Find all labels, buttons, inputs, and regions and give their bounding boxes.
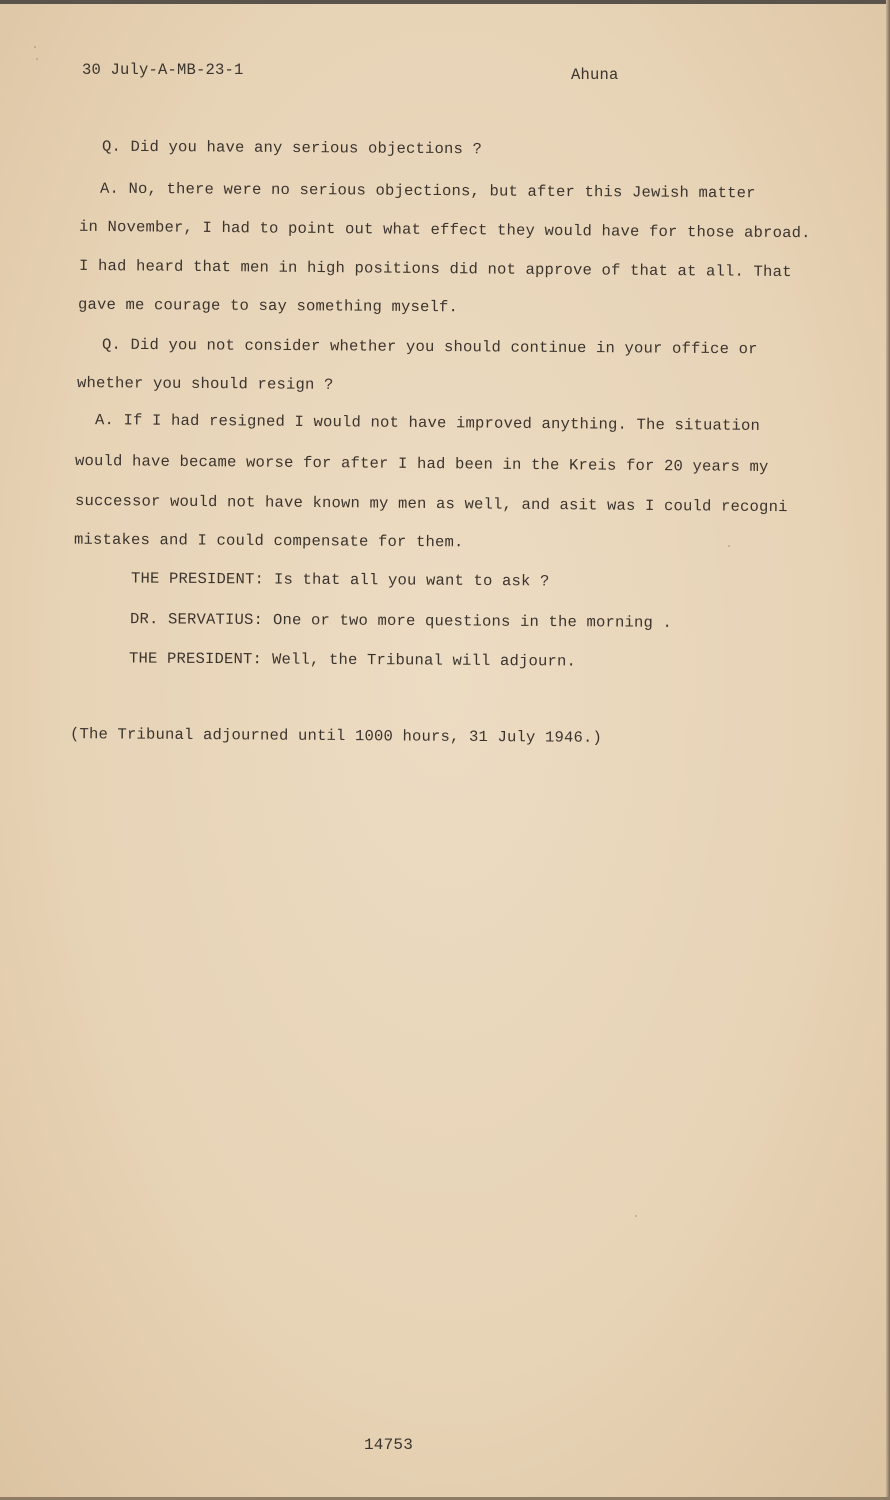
body-line: gave me courage to say something myself.	[77, 295, 459, 317]
speaker-label: DR. SERVATIUS:	[129, 610, 264, 630]
exchange-line	[130, 609, 672, 633]
header-name: Ahuna	[571, 66, 619, 84]
page-number: 14753	[364, 1436, 414, 1454]
scan-edge-top	[0, 0, 890, 4]
scan-edge-right	[886, 0, 890, 1500]
body-line: mistakes and I could compensate for them.	[73, 530, 464, 552]
speaker-label: THE PRESIDENT:	[128, 649, 263, 669]
body-line: in November, I had to point out what effect they would have for those abroad.	[78, 217, 811, 243]
body-line: A. No, there were no serious objections, but after this Jewish matter	[99, 179, 756, 203]
header-reference: 30 July-A-MB-23-1	[82, 61, 244, 79]
speech-text: One or two more questions in the morning .	[272, 611, 673, 632]
closing-note: (The Tribunal adjourned until 1000 hours, 31 July 1946.)	[69, 725, 603, 747]
paper-speck	[635, 1215, 637, 1217]
speech-text: Is that all you want to ask ?	[273, 570, 550, 591]
body-line: I had heard that men in high positions did not approve of that at all. That	[78, 256, 792, 282]
body-line: would have became worse for after I had been in the Kreis for 20 years my	[74, 451, 769, 477]
speech-text: Well, the Tribunal will adjourn.	[271, 650, 577, 671]
paper-speck	[36, 58, 38, 60]
paper-speck	[728, 545, 730, 547]
speaker-label: THE PRESIDENT:	[130, 569, 265, 589]
exchange-line	[131, 569, 550, 592]
exchange-line	[129, 648, 576, 671]
body-line: Q. Did you have any serious objections ?	[101, 137, 483, 159]
paper-speck	[34, 46, 36, 48]
body-line: whether you should resign ?	[76, 374, 334, 394]
body-line: A. If I had resigned I would not have improved anything. The situation	[94, 411, 761, 435]
body-line: successor would not have known my men as well, and asit was I could recogni	[74, 491, 788, 517]
body-line: Q. Did you not consider whether you should continue in your office or	[101, 335, 758, 359]
